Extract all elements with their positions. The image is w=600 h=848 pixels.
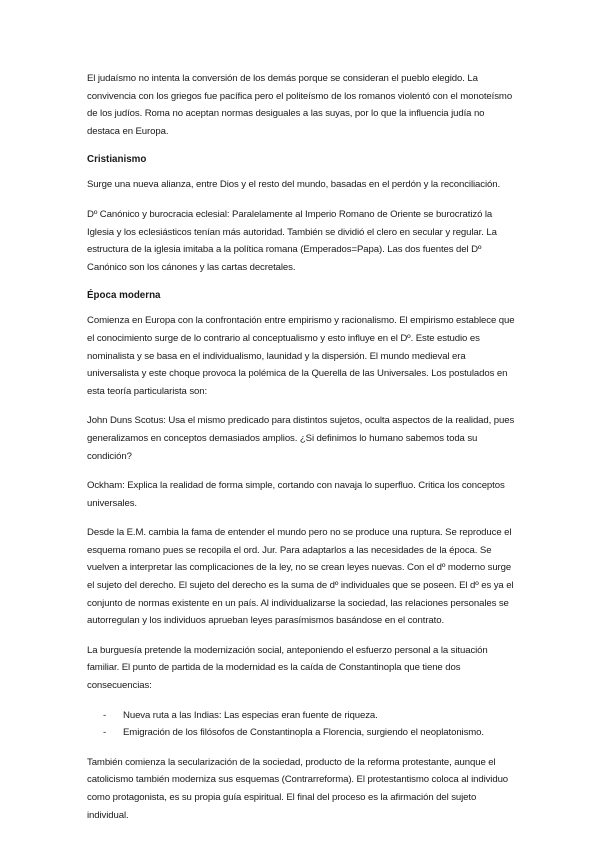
list-dash-marker: - bbox=[103, 709, 107, 721]
paragraph: Comienza en Europa con la confrontación entre empirismo y racionalismo. El empirismo establece que el conocimiento surge de lo contrario al conceptualismo y esto influye en el Dº. Este estudio es nominalista y se basa en el individualismo, launidad y la dispersión. El mundo medieval era universalista y este choque provoca la polémica de la Querella de las Universales. Los postulados en esta teoría particularista son: bbox=[87, 315, 515, 397]
closing-paragraph: También comienza la secularización de la sociedad, producto de la reforma protestante, aunque el catolicismo también moderniza sus esquemas (Contrarreforma). El protestantismo coloca al individuo como protagonista, es su propia guía espiritual. El final del proceso es la afirmación del sujeto individual. bbox=[87, 756, 509, 821]
intro-paragraph: El judaísmo no intenta la conversión de los demás porque se consideran el pueblo elegido. La convivencia con los griegos fue pacífica pero el politeísmo de los romanos violentó con el monoteísmo de los judíos. Roma no aceptan normas desiguales a las suyas, por lo que la influencia judía no destaca en Europa. bbox=[87, 73, 513, 137]
paragraph: Ockham: Explica la realidad de forma simple, cortando con navaja lo superfluo. Critica los conceptos universales. bbox=[87, 480, 505, 509]
section-heading-epoca-moderna: Época moderna bbox=[87, 290, 161, 302]
list-item bbox=[87, 707, 518, 725]
paragraph: Dº Canónico y burocracia eclesial: Paralelamente al Imperio Romano de Oriente se burocratizó la Iglesia y los eclesiásticos tenían más autoridad. También se dividió el clero en secular y regular. La estructura de la iglesia imitaba a la política romana (Emperados=Papa). Las dos fuentes del Dº Canónico son los cánones y las cartas decretales. bbox=[87, 208, 497, 273]
list-item-text: Emigración de los filósofos de Constantinopla a Florencia, surgiendo el neoplatonismo. bbox=[123, 727, 484, 739]
section-heading-cristianismo: Cristianismo bbox=[87, 154, 147, 166]
list-dash-marker: - bbox=[103, 727, 107, 739]
paragraph: Surge una nueva alianza, entre Dios y el resto del mundo, basadas en el perdón y la reconciliación. bbox=[87, 179, 501, 191]
list-item bbox=[87, 724, 518, 742]
paragraph: La burguesía pretende la modernización social, anteponiendo el esfuerzo personal a la situación familiar. El punto de partida de la modernidad es la caída de Constantinopla que tiene dos consecuencias: bbox=[87, 644, 488, 692]
paragraph: John Duns Scotus: Usa el mismo predicado para distintos sujetos, oculta aspectos de la realidad, pues generalizamos en conceptos demasiados amplios. ¿Si definimos lo humano sabemos toda su condición? bbox=[87, 415, 515, 462]
consequences-list bbox=[87, 707, 518, 742]
paragraph: Desde la E.M. cambia la fama de entender el mundo pero no se produce una ruptura. Se reproduce el esquema romano pues se recopila el ord. Jur. Para adaptarlos a las necesidades de la época. Se vuelven a interpretar las complicaciones de la ley, no se crean leyes nuevas. Con el dº moderno surge el sujeto del derecho. El sujeto del derecho es la suma de dº individuales que se poseen. El dº es ya el conjunto de normas existente en un país. Al individualizarse la sociedad, las relaciones personales se autorregulan y los individuos aprueban leyes parasímismos basándose en el contrato. bbox=[87, 527, 514, 627]
list-item-text: Nueva ruta a las Indias: Las especias eran fuente de riqueza. bbox=[123, 709, 378, 721]
